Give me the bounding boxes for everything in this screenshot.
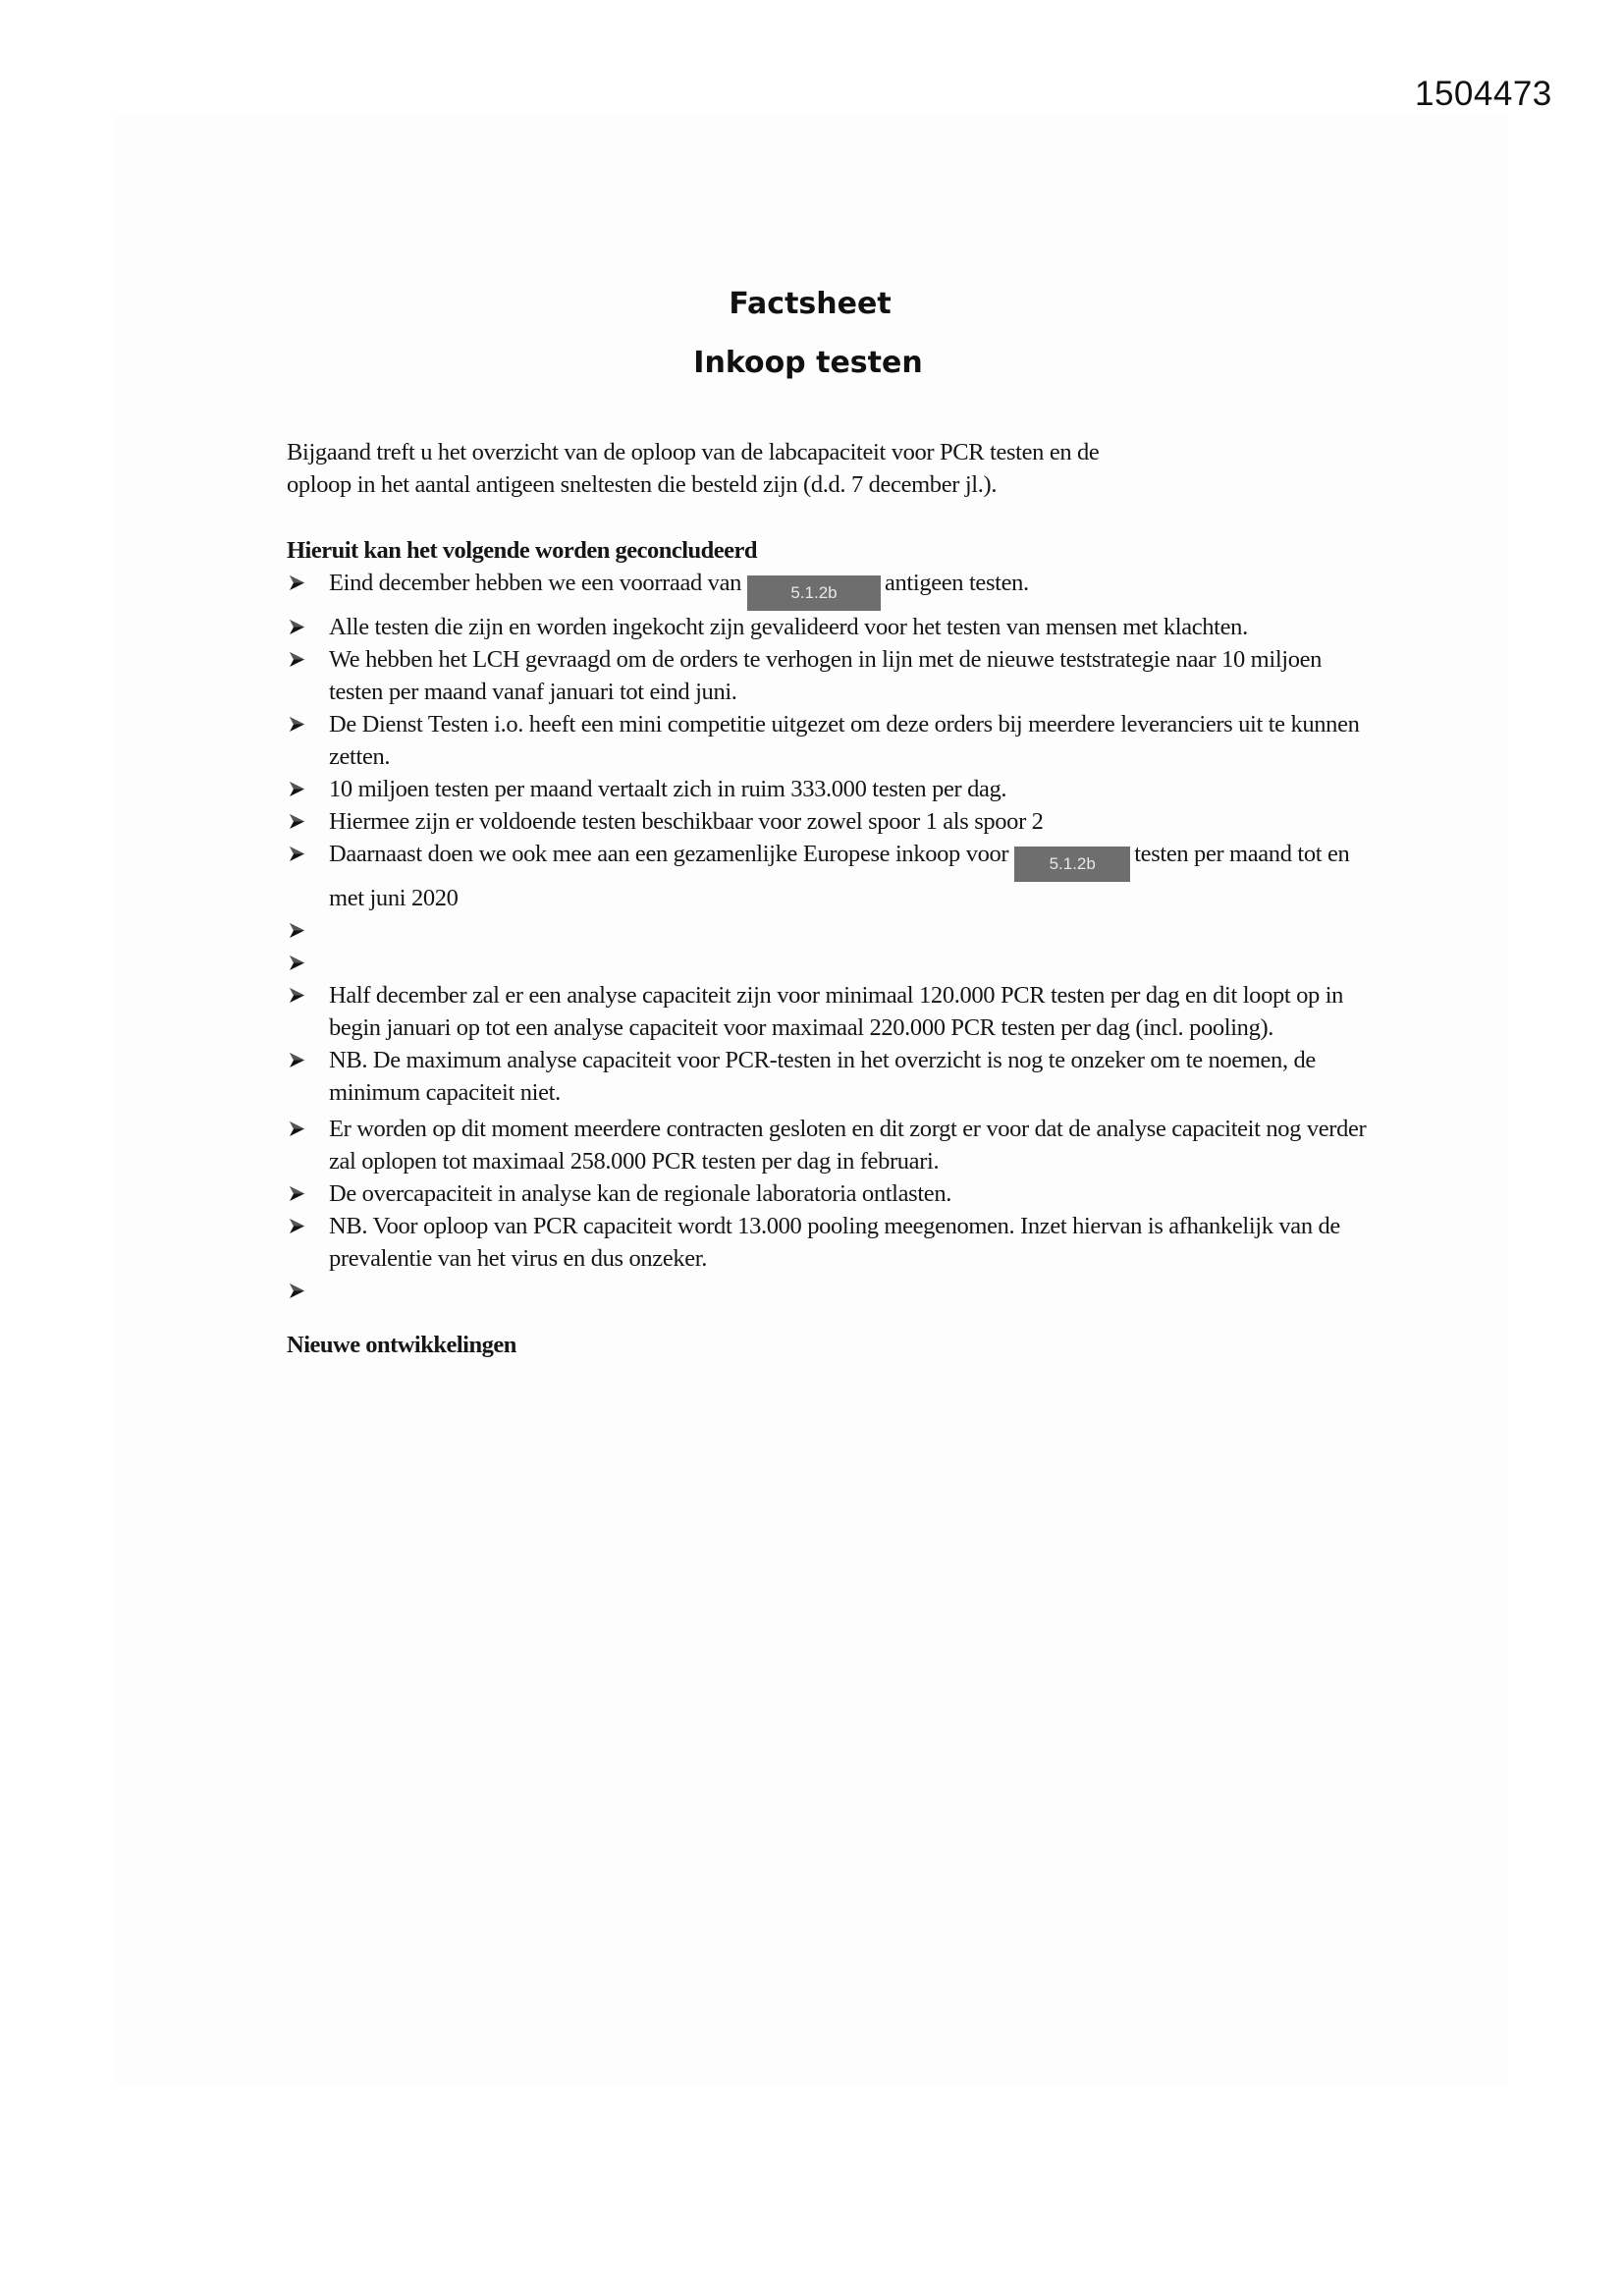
document-body — [287, 436, 1367, 1361]
document-title: Factsheet — [729, 287, 892, 321]
arrowhead-bullet-icon — [289, 1185, 305, 1202]
list-item — [287, 611, 1367, 643]
list-item-text: We hebben het LCH gevraagd om de orders te verhogen in lijn met de nieuwe teststrategie naar 10 miljoen testen per maand vanaf januari tot eind juni. — [329, 646, 1323, 705]
list-item-text: Alle testen die zijn en worden ingekocht zijn gevalideerd voor het testen van mensen met klachten. — [329, 614, 1248, 640]
list-item — [287, 773, 1367, 805]
list-item-empty — [287, 1275, 1367, 1307]
arrowhead-bullet-icon — [289, 781, 305, 797]
section-heading-conclusions: Hieruit kan het volgende worden geconcludeerd — [287, 537, 758, 564]
list-item-text: Half december zal er een analyse capaciteit zijn voor minimaal 120.000 PCR testen per dag en dit loopt op in begin januari op tot een analyse capaciteit voor maximaal 220.000 PCR testen per dag (incl. pooling). — [329, 982, 1344, 1041]
list-item-text: Er worden op dit moment meerdere contracten gesloten en dit zorgt er voor dat de analyse capaciteit nog verder zal oplopen tot maximaal 258.000 PCR testen per dag in februari. — [329, 1116, 1367, 1175]
list-item — [287, 708, 1367, 773]
arrowhead-bullet-icon — [289, 955, 305, 971]
list-item — [287, 567, 1367, 611]
document-subtitle: Inkoop testen — [693, 346, 923, 380]
list-item — [287, 1044, 1367, 1109]
list-item-text: De overcapaciteit in analyse kan de regionale laboratoria ontlasten. — [329, 1180, 952, 1207]
arrowhead-bullet-icon — [289, 1052, 305, 1068]
list-item — [287, 838, 1367, 914]
list-item — [287, 805, 1367, 838]
arrowhead-bullet-icon — [289, 922, 305, 939]
list-item-empty — [287, 947, 1367, 979]
arrowhead-bullet-icon — [289, 619, 305, 635]
list-item-text: De Dienst Testen i.o. heeft een mini competitie uitgezet om deze orders bij meerdere leveranciers uit te kunnen zetten. — [329, 711, 1360, 770]
arrowhead-bullet-icon — [289, 716, 305, 733]
list-item-text: Hiermee zijn er voldoende testen beschikbaar voor zowel spoor 1 als spoor 2 — [329, 808, 1044, 835]
arrowhead-bullet-icon — [289, 1121, 305, 1137]
conclusions-list — [287, 567, 1367, 1307]
intro-line-2: oploop in het aantal antigeen sneltesten die besteld zijn (d.d. 7 december jl.). — [287, 471, 998, 498]
list-item-empty — [287, 914, 1367, 947]
redaction-box: 5.1.2b — [1014, 847, 1130, 882]
intro-line-1: Bijgaand treft u het overzicht van de oploop van de labcapaciteit voor PCR testen en de — [287, 439, 1100, 465]
arrowhead-bullet-icon — [289, 846, 305, 862]
list-item-text: testen per maand tot en met juni 2020 — [329, 841, 1350, 911]
arrowhead-bullet-icon — [289, 813, 305, 830]
list-item-text: Eind december hebben we een voorraad van — [329, 570, 741, 596]
arrowhead-bullet-icon — [289, 1283, 305, 1299]
list-item-text: Daarnaast doen we ook mee aan een gezamenlijke Europese inkoop voor — [329, 841, 1009, 867]
arrowhead-bullet-icon — [289, 574, 305, 591]
list-item-text: NB. De maximum analyse capaciteit voor PCR-testen in het overzicht is nog te onzeker om te noemen, de minimum capaciteit niet. — [329, 1047, 1316, 1106]
list-item — [287, 643, 1367, 708]
arrowhead-bullet-icon — [289, 987, 305, 1004]
arrowhead-bullet-icon — [289, 651, 305, 668]
list-item — [287, 1113, 1367, 1177]
redaction-box: 5.1.2b — [747, 575, 881, 611]
section-heading-new-developments: Nieuwe ontwikkelingen — [287, 1332, 516, 1358]
intro-paragraph — [287, 436, 1367, 501]
list-item — [287, 1177, 1367, 1210]
list-item-text: antigeen testen. — [885, 570, 1029, 596]
list-item-text: NB. Voor oploop van PCR capaciteit wordt 13.000 pooling meegenomen. Inzet hiervan is afhankelijk van de prevalentie van het virus en dus onzeker. — [329, 1213, 1340, 1272]
document-number: 1504473 — [1415, 75, 1552, 113]
list-item — [287, 979, 1367, 1044]
list-item — [287, 1210, 1367, 1275]
arrowhead-bullet-icon — [289, 1218, 305, 1234]
list-item-text: 10 miljoen testen per maand vertaalt zich in ruim 333.000 testen per dag. — [329, 776, 1007, 802]
